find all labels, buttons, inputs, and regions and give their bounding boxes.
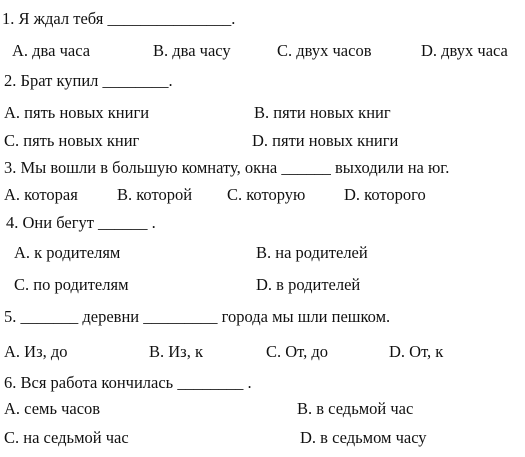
question-1-option-b[interactable]: B. два часу	[153, 41, 231, 60]
question-1-option-a[interactable]: A. два часа	[12, 41, 91, 60]
question-3-option-b[interactable]: B. которой	[117, 185, 193, 204]
question-6-option-b[interactable]: B. в седьмой час	[297, 399, 414, 418]
question-4-text: 4. Они бегут ______ .	[6, 213, 156, 232]
question-4-option-d[interactable]: D. в родителей	[256, 275, 361, 294]
question-5-option-a[interactable]: A. Из, до	[4, 342, 68, 361]
question-1-text: 1. Я ждал тебя _______________.	[2, 9, 236, 28]
question-1-option-d[interactable]: D. двух часа	[421, 41, 508, 60]
question-3-text: 3. Мы вошли в большую комнату, окна ______ выходили на юг.	[4, 158, 450, 177]
question-6-text: 6. Вся работа кончилась ________ .	[4, 373, 252, 392]
question-3-option-d[interactable]: D. которого	[344, 185, 426, 204]
question-5-option-b[interactable]: B. Из, к	[149, 342, 203, 361]
question-6-option-d[interactable]: D. в седьмом часу	[300, 428, 427, 447]
question-3-option-c[interactable]: C. которую	[227, 185, 306, 204]
question-2-option-c[interactable]: C. пять новых книг	[4, 131, 140, 150]
question-5-option-c[interactable]: C. От, до	[266, 342, 329, 361]
question-2-option-b[interactable]: B. пяти новых книг	[254, 103, 391, 122]
question-5-text: 5. _______ деревни _________ города мы шли пешком.	[4, 307, 391, 326]
question-6-option-a[interactable]: A. семь часов	[4, 399, 101, 418]
question-3-option-a[interactable]: A. которая	[4, 185, 78, 204]
question-6-option-c[interactable]: C. на седьмой час	[4, 428, 129, 447]
question-2-option-d[interactable]: D. пяти новых книги	[252, 131, 399, 150]
question-2-text: 2. Брат купил ________.	[4, 71, 173, 90]
question-4-option-c[interactable]: C. по родителям	[14, 275, 129, 294]
question-1-option-c[interactable]: C. двух часов	[277, 41, 372, 60]
question-4-option-a[interactable]: A. к родителям	[14, 243, 121, 262]
question-5-option-d[interactable]: D. От, к	[389, 342, 444, 361]
question-2-option-a[interactable]: A. пять новых книги	[4, 103, 150, 122]
question-4-option-b[interactable]: B. на родителей	[256, 243, 368, 262]
